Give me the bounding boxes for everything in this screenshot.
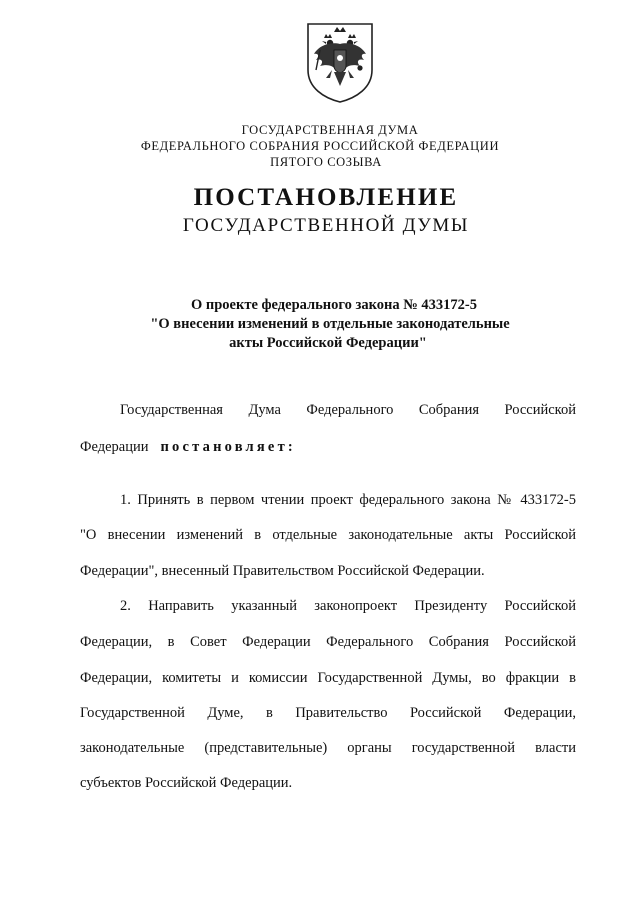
subject-line-1: О проекте федерального закона № 433172-5 bbox=[190, 297, 478, 313]
preamble-line-1: Государственная Дума Федерального Собрания Российской bbox=[120, 402, 576, 418]
item-1-line-1: 1. Принять в первом чтении проект федерального закона № 433172-5 bbox=[120, 492, 576, 508]
item-2-line-2: Федерации, в Совет Федерации Федерального Собрания Российской bbox=[80, 634, 576, 650]
item-1-line-3: Федерации", внесенный Правительством Российской Федерации. bbox=[80, 563, 485, 579]
item-2-line-1: 2. Направить указанный законопроект Президенту Российской bbox=[120, 598, 576, 614]
document-subtitle: ГОСУДАРСТВЕННОЙ ДУМЫ bbox=[182, 215, 470, 236]
preamble-line-2 bbox=[80, 439, 296, 456]
item-1-line-2: "О внесении изменений в отдельные законодательные акты Российской bbox=[80, 527, 576, 543]
item-2-line-3: Федерации, комитеты и комиссии Государственной Думы, во фракции в bbox=[80, 670, 576, 686]
subject-line-3: акты Российской Федерации" bbox=[229, 335, 427, 351]
preamble-keyword: постановляет: bbox=[160, 439, 296, 455]
item-2-line-6: субъектов Российской Федерации. bbox=[80, 775, 293, 791]
item-2-line-4: Государственной Думе, в Правительство Российской Федерации, bbox=[80, 705, 576, 721]
coat-of-arms-icon bbox=[304, 20, 376, 104]
subject-line-2: "О внесении изменений в отдельные законодательные bbox=[150, 316, 510, 332]
item-2-line-5: законодательные (представительные) органы государственной власти bbox=[80, 740, 576, 756]
preamble-lead: Федерации bbox=[80, 439, 149, 455]
org-line-2: ФЕДЕРАЛЬНОГО СОБРАНИЯ РОССИЙСКОЙ ФЕДЕРАЦИИ bbox=[140, 139, 500, 153]
org-line-3: ПЯТОГО СОЗЫВА bbox=[270, 155, 382, 169]
document-title: ПОСТАНОВЛЕНИЕ bbox=[193, 184, 459, 211]
org-line-1: ГОСУДАРСТВЕННАЯ ДУМА bbox=[241, 123, 419, 137]
